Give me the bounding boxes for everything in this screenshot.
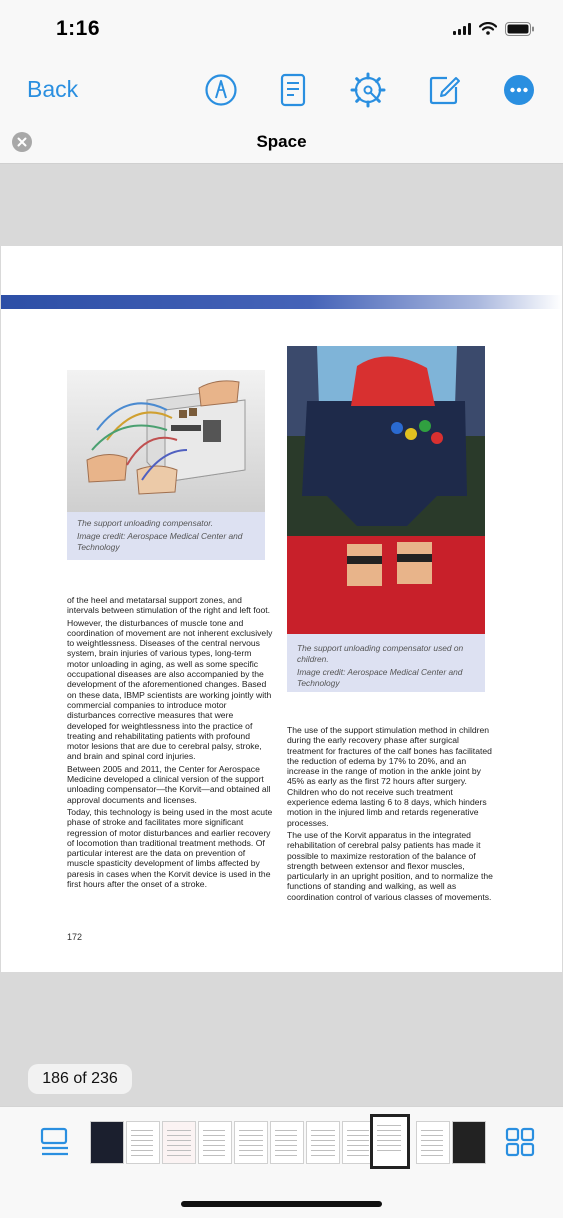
right-paragraph-1: The use of the support stimulation method in children during the early recovery phase after surgical treatment for fractures of the calf bones has facilitated the reduction of edema by 17% to 20%, and an increase in the range of motion in the ankle joint by 45% as early as the first 72 hours after surgery. Children who do not receive such treatment experience edema lasting 6 to 8 days, which hinders motion in the injured limb and retards regenerative processes. bbox=[287, 725, 492, 828]
grid-view-icon[interactable] bbox=[505, 1127, 535, 1162]
more-icon[interactable] bbox=[501, 72, 537, 108]
thumbnail[interactable] bbox=[198, 1121, 232, 1164]
title-bar bbox=[0, 128, 563, 164]
figure-left-caption bbox=[67, 512, 265, 560]
settings-gear-icon[interactable] bbox=[350, 72, 386, 108]
left-column-text bbox=[67, 595, 273, 891]
compose-icon[interactable] bbox=[426, 72, 462, 108]
thumbnail-selected[interactable] bbox=[370, 1114, 410, 1169]
thumbnail[interactable] bbox=[416, 1121, 450, 1164]
toolbar bbox=[0, 58, 563, 128]
list-view-icon[interactable] bbox=[40, 1127, 72, 1162]
battery-icon bbox=[505, 22, 535, 41]
status-bar bbox=[0, 0, 563, 58]
right-column-text bbox=[287, 725, 497, 904]
left-paragraph-1: of the heel and metatarsal support zones, and intervals between stimulation of the right and left foot. bbox=[67, 595, 271, 616]
thumbnail[interactable] bbox=[234, 1121, 268, 1164]
status-time: 1:16 bbox=[56, 17, 101, 40]
right-paragraph-2: The use of the Korvit apparatus in the integrated rehabilitation of cerebral palsy patients has made it possible to maximize restoration of the balance of strength between extensor and flexor muscles, particularly in an upright position, and to normalize the functions of standing and walking, as well as coordination control of various classes of movements. bbox=[287, 829, 493, 902]
thumbnail-bar bbox=[0, 1106, 563, 1218]
figure-left-caption-title: The support unloading compensator. bbox=[77, 518, 214, 528]
figure-left-caption-credit: Image credit: Aerospace Medical Center and Technology bbox=[77, 531, 243, 552]
thumbnail[interactable] bbox=[270, 1121, 304, 1164]
thumbnail[interactable] bbox=[162, 1121, 196, 1164]
thumbnail[interactable] bbox=[306, 1121, 340, 1164]
figure-right-image bbox=[287, 346, 485, 634]
figure-right-caption-title: The support unloading compensator used on children. bbox=[297, 643, 464, 664]
thumbnail[interactable] bbox=[90, 1121, 124, 1164]
figure-right-caption bbox=[287, 634, 485, 692]
page-indicator: 186 of 236 bbox=[28, 1064, 132, 1094]
page-number: 172 bbox=[67, 932, 83, 942]
page-header-band bbox=[1, 295, 562, 309]
home-indicator[interactable] bbox=[181, 1201, 382, 1207]
document-viewer[interactable] bbox=[0, 164, 563, 1106]
thumbnail[interactable] bbox=[452, 1121, 486, 1164]
document-title: Space bbox=[256, 132, 307, 151]
document-page bbox=[1, 246, 562, 972]
status-icons bbox=[453, 20, 535, 42]
figure-left-image bbox=[67, 370, 265, 512]
left-paragraph-3: Between 2005 and 2011, the Center for Aerospace Medicine developed a clinical version of the support unloading compensator—the Korvit—and obtained all approval documents and licenses. bbox=[67, 763, 271, 805]
markup-pen-icon[interactable] bbox=[203, 72, 239, 108]
back-button[interactable]: Back bbox=[27, 76, 79, 102]
thumbnail[interactable] bbox=[126, 1121, 160, 1164]
document-icon[interactable] bbox=[275, 72, 311, 108]
left-paragraph-2: However, the disturbances of muscle tone and coordination of movement are not inherent exclusively to weightlessness. Diseases of the central nervous system, brain injuries of various types, long-term motor unloading in aging, as well as some specific occupational diseases are also accompanied by the development of the aforementioned changes. Based on these data, IBMP scientists are working jointly with commercial companies to introduce motor disturbances corrective measures that were developed for weightlessness into the practice of treating and rehabilitating patients with profound motor lesions that are due to cerebral palsy, stroke, and brain and spinal cord injuries. bbox=[67, 617, 273, 762]
figure-right-caption-credit: Image credit: Aerospace Medical Center and Technology bbox=[297, 667, 463, 688]
signal-icon bbox=[453, 22, 471, 40]
wifi-icon bbox=[479, 22, 497, 40]
left-paragraph-4: Today, this technology is being used in the most acute phase of stroke and facilitates more significant regression of motor disturbances and earlier recovery of locomotion than traditional treatment methods. Of particular interest are the data on prevention of muscle spasticity development of limbs affected by paresis in cases when the Korvit device is used in the first hours after the onset of a stroke. bbox=[67, 806, 273, 890]
